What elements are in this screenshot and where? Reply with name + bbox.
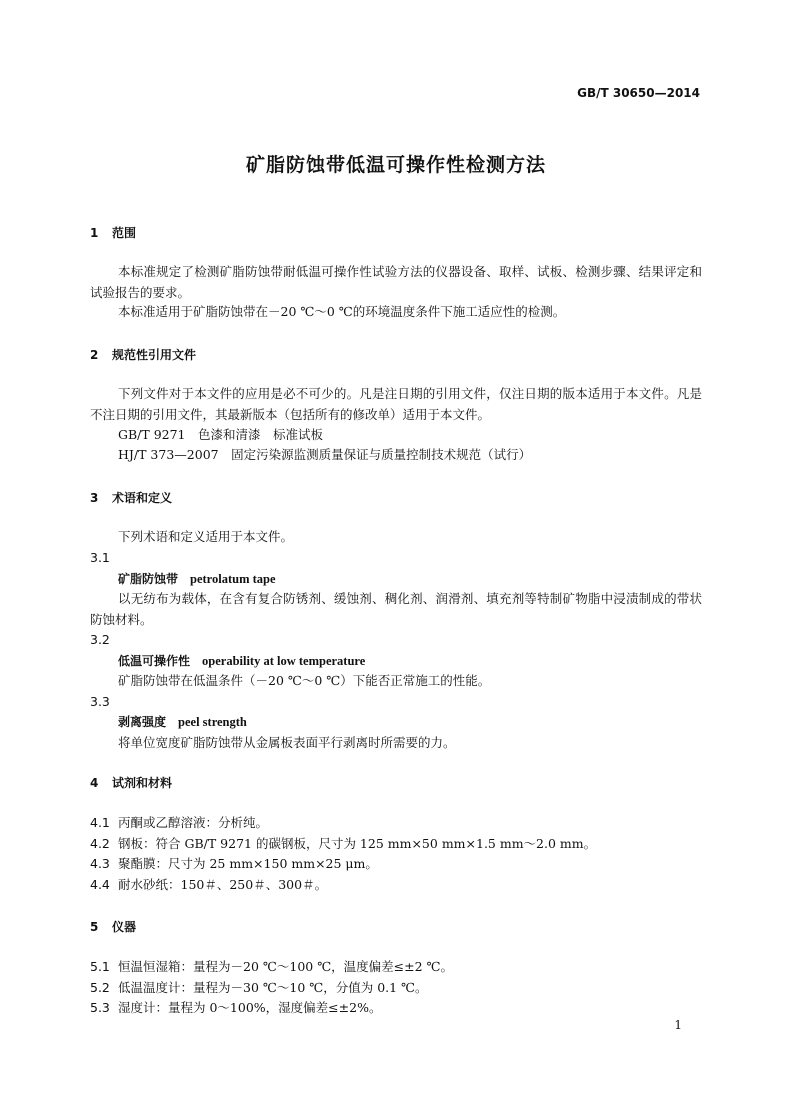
standard-number: GB/T 30650—2014	[577, 86, 700, 100]
normative-reference-1: GB/T 9271 色漆和清漆 标准试板	[118, 427, 324, 442]
term-number: 3.1	[90, 550, 110, 565]
list-item: 4.1 丙酮或乙醇溶液：分析纯。	[90, 815, 269, 830]
section-1-paragraph-1: 本标准规定了检测矿脂防蚀带耐低温可操作性试验方法的仪器设备、取样、试板、检测步骤、结果评定和试验报告的要求。	[90, 264, 702, 300]
list-item: 5.3 湿度计：量程为 0～100%，湿度偏差≤±2%。	[90, 1000, 382, 1015]
page-number: 1	[674, 1018, 682, 1032]
list-item: 5.1 恒温恒湿箱：量程为－20 ℃～100 ℃，温度偏差≤±2 ℃。	[90, 959, 454, 974]
section-heading-4: 4 试剂和材料	[90, 776, 173, 790]
section-heading-5: 5 仪器	[90, 920, 137, 934]
normative-reference-2: HJ/T 373—2007 固定污染源监测质量保证与质量控制技术规范（试行）	[118, 447, 532, 462]
term-title: 低温可操作性 operability at low temperature	[118, 654, 366, 668]
term-number: 3.3	[90, 694, 110, 709]
list-item: 4.4 耐水砂纸：150＃、250＃、300＃。	[90, 877, 328, 892]
term-definition: 将单位宽度矿脂防蚀带从金属板表面平行剥离时所需要的力。	[118, 735, 456, 750]
list-item: 4.3 聚酯膜：尺寸为 25 mm×150 mm×25 μm。	[90, 856, 378, 871]
term-definition: 矿脂防蚀带在低温条件（－20 ℃～0 ℃）下能否正常施工的性能。	[118, 673, 491, 688]
term-title: 剥离强度 peel strength	[118, 715, 247, 729]
page-title: 矿脂防蚀带低温可操作性检测方法	[245, 154, 546, 176]
section-1-paragraph-2: 本标准适用于矿脂防蚀带在－20 ℃～0 ℃的环境温度条件下施工适应性的检测。	[118, 304, 566, 319]
term-title: 矿脂防蚀带 petrolatum tape	[118, 572, 276, 586]
section-heading-1: 1 范围	[90, 226, 137, 240]
list-item: 4.2 钢板：符合 GB/T 9271 的碳钢板，尺寸为 125 mm×50 mm×1.5 mm～2.0 mm。	[90, 836, 597, 851]
term-definition: 以无纺布为载体，在含有复合防锈剂、缓蚀剂、稠化剂、润滑剂、填充剂等特制矿物脂中浸渍制成的带状防蚀材料。	[90, 591, 702, 627]
section-2-paragraph-1: 下列文件对于本文件的应用是必不可少的。凡是注日期的引用文件，仅注日期的版本适用于本文件。凡是不注日期的引用文件，其最新版本（包括所有的修改单）适用于本文件。	[90, 386, 702, 422]
list-item: 5.2 低温温度计：量程为－30 ℃～10 ℃，分值为 0.1 ℃。	[90, 980, 428, 995]
section-heading-2: 2 规范性引用文件	[90, 348, 197, 362]
term-number: 3.2	[90, 632, 110, 647]
section-3-paragraph-1: 下列术语和定义适用于本文件。	[118, 529, 294, 544]
section-heading-3: 3 术语和定义	[90, 491, 173, 505]
